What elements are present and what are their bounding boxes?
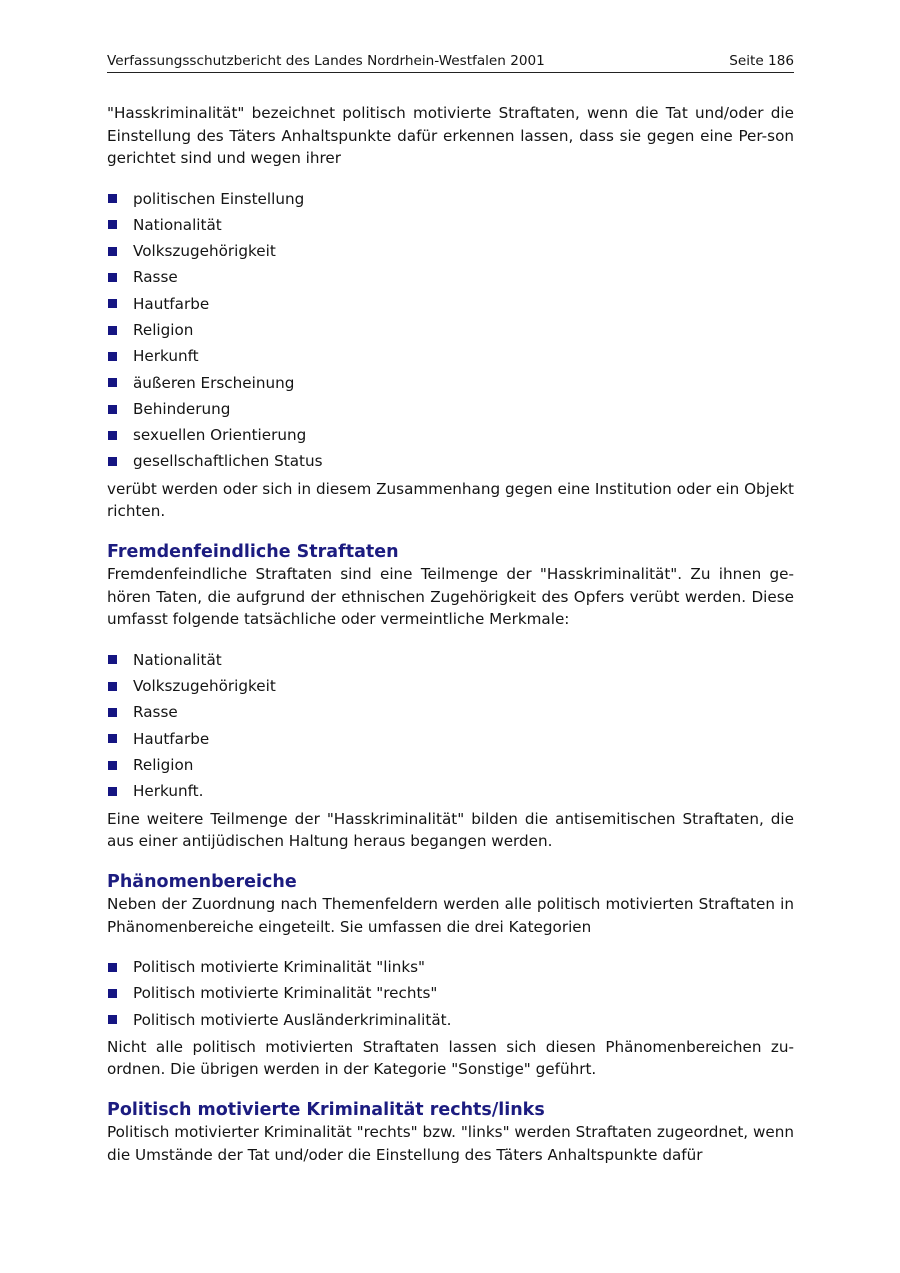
list-item — [107, 212, 794, 238]
pmk-paragraph: Politisch motivierter Kriminalität "rechts" bzw. "links" werden Straftaten zugeordnet, wenn die Umstände der Tat und/oder die Einstellung des Täters Anhaltspunkte dafür — [107, 1123, 794, 1164]
square-bullet-icon — [108, 431, 117, 440]
list-item-label: Nationalität — [133, 650, 222, 669]
page-content — [107, 102, 794, 1166]
square-bullet-icon — [108, 655, 117, 664]
phaenomen-paragraph: Neben der Zuordnung nach Themenfeldern werden alle politisch motivierten Straftaten in Phänomenbereiche eingeteilt. Sie umfassen die drei Kategorien — [107, 895, 794, 936]
list-item — [107, 673, 794, 699]
list-item-label: Politisch motivierte Kriminalität "links" — [133, 958, 426, 977]
list-item — [107, 726, 794, 752]
list-item — [107, 954, 794, 980]
square-bullet-icon — [108, 273, 117, 282]
list-item — [107, 264, 794, 290]
square-bullet-icon — [108, 457, 117, 466]
list-item-label: Hautfarbe — [133, 294, 210, 313]
list-item — [107, 186, 794, 212]
phaenomen-list — [107, 954, 794, 1033]
square-bullet-icon — [108, 378, 117, 387]
heading-phaenomenbereiche: Phänomenbereiche — [107, 871, 297, 892]
list-item-label: politischen Einstellung — [133, 189, 305, 208]
square-bullet-icon — [108, 405, 117, 414]
list-item-label: Religion — [133, 755, 194, 774]
intro-after-paragraph: verübt werden oder sich in diesem Zusammenhang gegen eine Institution oder ein Objekt richten. — [107, 479, 794, 521]
square-bullet-icon — [108, 326, 117, 335]
list-item-label: Rasse — [133, 703, 178, 722]
heading-fremdenfeindliche-straftaten: Fremdenfeindliche Straftaten — [107, 541, 399, 562]
list-item-label: Politisch motivierte Kriminalität "rechts" — [133, 984, 438, 1003]
list-item — [107, 1007, 794, 1033]
list-item — [107, 291, 794, 317]
square-bullet-icon — [108, 963, 117, 972]
list-item — [107, 238, 794, 264]
phaenomen-after-paragraph: Nicht alle politisch motivierten Straftaten lassen sich diesen Phänomenbereichen zu-ordnen. Die übrigen werden in der Kategorie "Sonstige" geführt. — [107, 1037, 794, 1079]
list-item — [107, 317, 794, 343]
square-bullet-icon — [108, 194, 117, 203]
header-title: Verfassungsschutzbericht des Landes Nordrhein-Westfalen 2001 — [107, 53, 545, 69]
list-item — [107, 370, 794, 396]
list-item — [107, 980, 794, 1006]
list-item-label: äußeren Erscheinung — [133, 373, 295, 392]
fremden-paragraph: Fremdenfeindliche Straftaten sind eine Teilmenge der "Hasskriminalität". Zu ihnen ge-hören Taten, die aufgrund der ethnischen Zugehörigkeit des Opfers verübt werden. Diese umfasst folgende tatsächliche oder vermeintliche Merkmale: — [107, 565, 794, 629]
list-item-label: Herkunft — [133, 347, 199, 366]
list-item-label: Herkunft. — [133, 782, 204, 801]
intro-paragraph: "Hasskriminalität" bezeichnet politisch motivierte Straftaten, wenn die Tat und/oder die Einstellung des Täters Anhaltspunkte dafür erkennen lassen, dass sie gegen eine Per-son gerichtet sind und wegen ihrer — [107, 104, 794, 167]
list-item-label: Politisch motivierte Ausländerkriminalität. — [133, 1010, 452, 1029]
square-bullet-icon — [108, 787, 117, 796]
list-item-label: gesellschaftlichen Status — [133, 452, 323, 471]
square-bullet-icon — [108, 247, 117, 256]
square-bullet-icon — [108, 708, 117, 717]
list-item-label: Behinderung — [133, 399, 231, 418]
fremden-after-paragraph: Eine weitere Teilmenge der "Hasskriminalität" bilden die antisemitischen Straftaten, die aus einer antijüdischen Haltung heraus begangen werden. — [107, 809, 794, 851]
list-item-label: Volkszugehörigkeit — [133, 677, 276, 696]
square-bullet-icon — [108, 989, 117, 998]
list-item — [107, 699, 794, 725]
square-bullet-icon — [108, 1015, 117, 1024]
square-bullet-icon — [108, 734, 117, 743]
intro-list — [107, 186, 794, 475]
list-item-label: Volkszugehörigkeit — [133, 242, 276, 261]
list-item — [107, 448, 794, 474]
square-bullet-icon — [108, 220, 117, 229]
fremden-list — [107, 647, 794, 805]
document-page — [107, 52, 794, 1166]
list-item — [107, 778, 794, 804]
square-bullet-icon — [108, 352, 117, 361]
list-item — [107, 396, 794, 422]
square-bullet-icon — [108, 299, 117, 308]
square-bullet-icon — [108, 682, 117, 691]
list-item-label: sexuellen Orientierung — [133, 426, 307, 445]
square-bullet-icon — [108, 761, 117, 770]
list-item-label: Hautfarbe — [133, 729, 210, 748]
list-item — [107, 752, 794, 778]
page-number: Seite 186 — [729, 53, 794, 69]
list-item-label: Nationalität — [133, 215, 222, 234]
list-item — [107, 343, 794, 369]
list-item-label: Religion — [133, 320, 194, 339]
list-item — [107, 647, 794, 673]
heading-pmk-rechts-links: Politisch motivierte Kriminalität rechts/links — [107, 1099, 545, 1120]
list-item-label: Rasse — [133, 268, 178, 287]
list-item — [107, 422, 794, 448]
page-header — [107, 52, 794, 73]
